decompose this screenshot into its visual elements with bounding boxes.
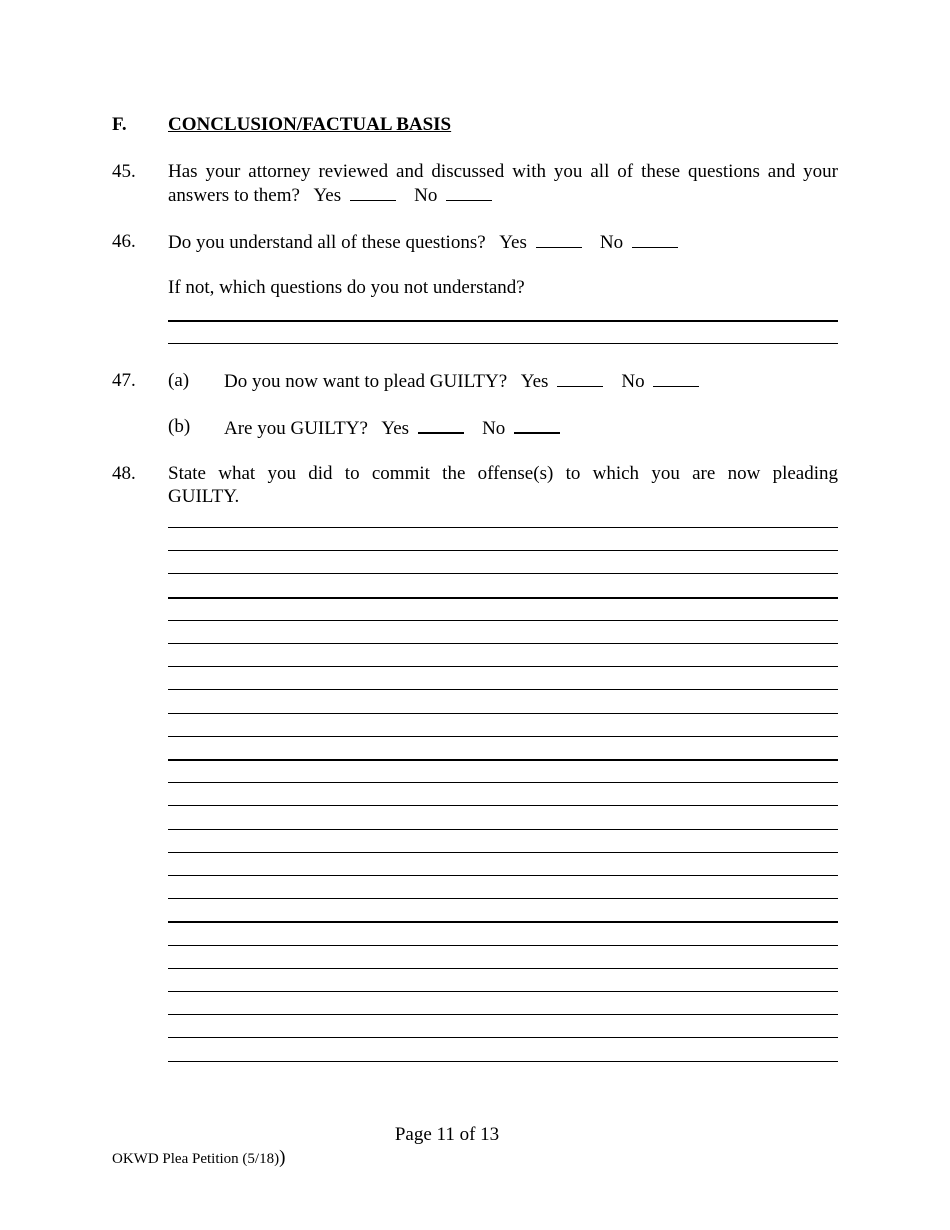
section-title: CONCLUSION/FACTUAL BASIS	[168, 114, 452, 135]
question-45-yes-label: Yes	[313, 185, 342, 206]
question-48-answer-line[interactable]	[168, 968, 838, 969]
question-46-text: Do you understand all of these questions?	[168, 232, 486, 253]
question-46-answer-line[interactable]	[168, 320, 838, 322]
question-48-answer-line[interactable]	[168, 875, 838, 876]
question-48-answer-line[interactable]	[168, 550, 838, 551]
question-47a-no-blank[interactable]	[653, 369, 699, 387]
question-47b-text: Are you GUILTY?	[224, 418, 368, 439]
question-47b-label: (b)	[168, 416, 191, 437]
question-48-answer-line[interactable]	[168, 898, 838, 899]
form-id-trailing-paren: )	[279, 1147, 286, 1168]
question-45-no-label: No	[414, 185, 438, 206]
question-46-yes-blank[interactable]	[536, 230, 582, 248]
page-number: Page 11 of 13	[394, 1124, 500, 1145]
question-48-number: 48.	[112, 463, 136, 484]
question-48-answer-line[interactable]	[168, 921, 838, 923]
form-identifier	[112, 1147, 285, 1169]
question-46-line	[168, 230, 682, 254]
question-45-text-line1: Has your attorney reviewed and discussed with you all of these questions and your	[168, 161, 838, 182]
question-45-line2	[168, 183, 496, 207]
question-48-answer-line[interactable]	[168, 597, 838, 599]
question-47b-no-label: No	[482, 418, 506, 439]
question-46-no-label: No	[599, 232, 624, 253]
question-48-answer-line[interactable]	[168, 991, 838, 992]
question-48-answer-line[interactable]	[168, 852, 838, 853]
question-48-answer-line[interactable]	[168, 805, 838, 806]
question-46-yes-label: Yes	[499, 232, 527, 253]
question-48-answer-line[interactable]	[168, 643, 838, 644]
question-46-answer-line[interactable]	[168, 343, 838, 344]
question-45-yes-blank[interactable]	[350, 183, 396, 201]
question-48-text-line2: GUILTY.	[168, 486, 240, 507]
question-48-answer-line[interactable]	[168, 736, 838, 737]
question-47a-label: (a)	[168, 370, 190, 391]
question-47a-line	[224, 369, 703, 393]
question-48-text-line1: State what you did to commit the offense(s) to which you are now pleading	[168, 463, 838, 484]
question-47b-yes-label: Yes	[381, 418, 410, 439]
question-47-number: 47.	[112, 370, 136, 391]
question-48-answer-line[interactable]	[168, 527, 838, 528]
question-48-answer-line[interactable]	[168, 1014, 838, 1015]
question-47b-no-blank[interactable]	[514, 415, 560, 434]
question-48-answer-line[interactable]	[168, 1061, 838, 1062]
question-48-answer-line[interactable]	[168, 782, 838, 783]
question-47a-no-label: No	[621, 371, 645, 392]
question-48-answer-line[interactable]	[168, 666, 838, 667]
question-45-no-blank[interactable]	[446, 183, 492, 201]
section-letter: F.	[112, 114, 127, 135]
question-48-answer-line[interactable]	[168, 689, 838, 690]
question-47a-yes-blank[interactable]	[557, 369, 603, 387]
question-48-answer-line[interactable]	[168, 759, 838, 761]
question-46-no-blank[interactable]	[632, 230, 678, 248]
question-48-answer-line[interactable]	[168, 573, 838, 574]
question-46-number: 46.	[112, 231, 136, 252]
form-id-text: OKWD Plea Petition (5/18)	[112, 1151, 280, 1167]
question-48-answer-line[interactable]	[168, 829, 838, 830]
question-45-text-line2: answers to them?	[168, 185, 300, 206]
question-48-answer-line[interactable]	[168, 1037, 838, 1038]
question-47b-line	[224, 415, 564, 440]
question-47a-yes-label: Yes	[520, 371, 549, 392]
question-45-number: 45.	[112, 161, 136, 182]
question-48-answer-line[interactable]	[168, 713, 838, 714]
question-48-answer-line[interactable]	[168, 620, 838, 621]
question-48-answer-line[interactable]	[168, 945, 838, 946]
question-46-followup: If not, which questions do you not understand?	[168, 277, 525, 298]
question-47b-yes-blank[interactable]	[418, 415, 464, 434]
question-47a-text: Do you now want to plead GUILTY?	[224, 371, 508, 392]
